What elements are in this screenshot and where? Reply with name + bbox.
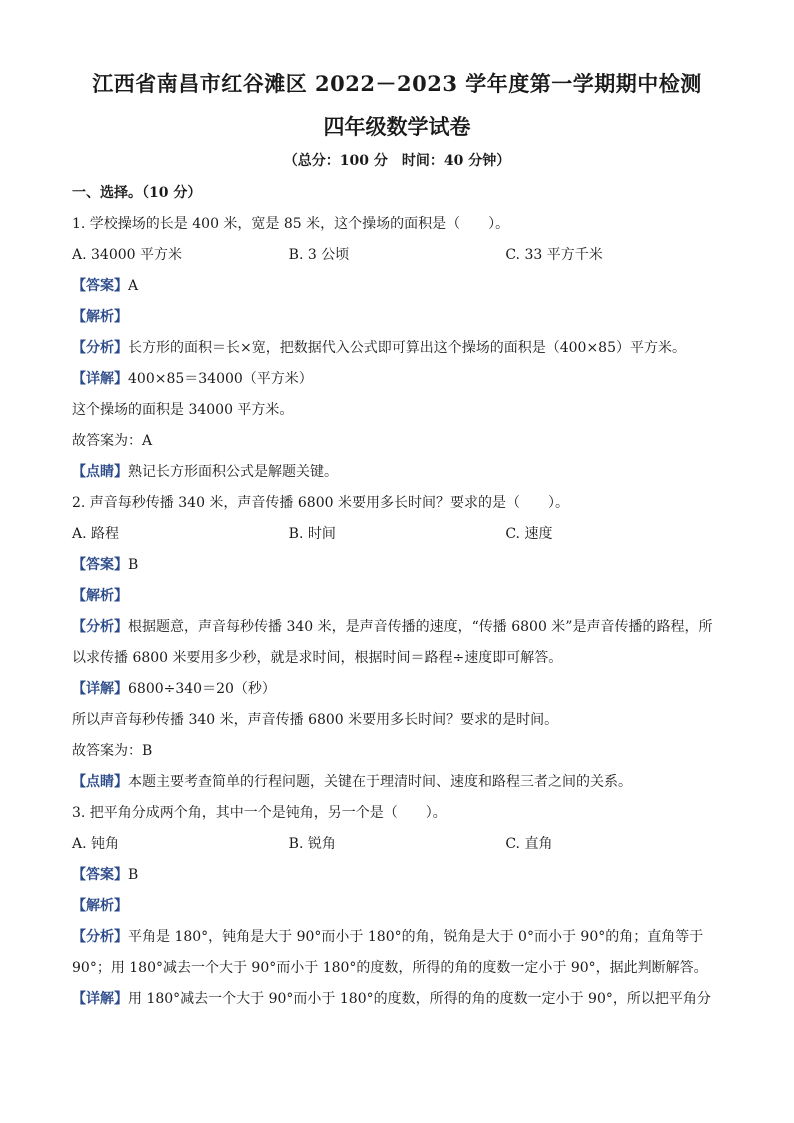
detail-tag: 【详解】: [72, 991, 128, 1007]
question-2-stem: 2. 声音每秒传播 340 米，声音传播 6800 米要用多长时间？要求的是（ ）。: [72, 495, 569, 511]
option-a: A. 钝角: [72, 836, 120, 852]
question-1-analysis: [72, 333, 722, 364]
answer-value: B: [128, 867, 139, 883]
question-2-answer: [72, 550, 722, 581]
option-c: C. 33 平方千米: [505, 247, 603, 263]
question-1-point: [72, 457, 722, 488]
analysis-tag: 【分析】: [72, 340, 128, 356]
detail-text: 6800÷340＝20（秒）: [128, 681, 276, 697]
question-2-analysis: [72, 612, 722, 674]
section-title: 一、选择。（10 分）: [72, 185, 202, 201]
jiexi-tag: 【解析】: [72, 898, 128, 914]
analysis-tag: 【分析】: [72, 619, 128, 635]
option-b: B. 3 公顷: [288, 247, 350, 263]
jiexi-tag: 【解析】: [72, 588, 128, 604]
question-1-stem: 1. 学校操场的长是 400 米，宽是 85 米，这个操场的面积是（ ）。: [72, 216, 510, 232]
question-1-detail-line2: 这个操场的面积是 34000 平方米。: [72, 402, 294, 418]
answer-tag: 【答案】: [72, 278, 128, 294]
detail-tag: 【详解】: [72, 681, 128, 697]
option-c: C. 直角: [505, 836, 553, 852]
detail-text: 400×85＝34000（平方米）: [128, 371, 313, 387]
analysis-text: 长方形的面积＝长×宽，把数据代入公式即可算出这个操场的面积是（400×85）平方米。: [128, 340, 686, 356]
question-2-point: [72, 767, 722, 798]
option-b: B. 锐角: [288, 836, 336, 852]
answer-value: B: [128, 557, 139, 573]
option-a: A. 路程: [72, 526, 120, 542]
option-b: B. 时间: [288, 526, 336, 542]
question-3-options: [72, 829, 722, 860]
jiexi-tag: 【解析】: [72, 309, 128, 325]
analysis-text: 平角是 180°，钝角是大于 90°而小于 180°的角，锐角是大于 0°而小于 90°的角；直角等于 90°；用 180°减去一个大于 90°而小于 180°的度数，所得的角的度数一定小于 90°，据此判断解答。: [72, 929, 708, 976]
question-1-jiexi: [72, 302, 722, 333]
document-subtitle: 四年级数学试卷: [323, 114, 471, 139]
question-3-jiexi: [72, 891, 722, 922]
option-c: C. 速度: [505, 526, 553, 542]
question-2-options: [72, 519, 722, 550]
question-1-answer: [72, 271, 722, 302]
point-text: 本题主要考查简单的行程问题，关键在于理清时间、速度和路程三者之间的关系。: [128, 774, 632, 790]
question-3-answer: [72, 860, 722, 891]
point-tag: 【点睛】: [72, 774, 128, 790]
document-title: 江西省南昌市红谷滩区 2022－2023 学年度第一学期期中检测: [92, 71, 702, 96]
document-body: [72, 178, 722, 1015]
question-3-detail: [72, 984, 722, 1015]
answer-tag: 【答案】: [72, 867, 128, 883]
option-a: A. 34000 平方米: [72, 247, 182, 263]
question-1-options: [72, 240, 722, 271]
question-1-conclusion: 故答案为：A: [72, 433, 153, 449]
question-2-detail-line2: 所以声音每秒传播 340 米，声音传播 6800 米要用多长时间？要求的是时间。: [72, 712, 559, 728]
point-tag: 【点睛】: [72, 464, 128, 480]
answer-value: A: [128, 278, 139, 294]
question-2-detail: [72, 674, 722, 705]
detail-text: 用 180°减去一个大于 90°而小于 180°的度数，所得的角的度数一定小于 90°，所以把平角分: [128, 991, 711, 1007]
analysis-tag: 【分析】: [72, 929, 128, 945]
question-3-analysis: [72, 922, 722, 984]
question-2-conclusion: 故答案为：B: [72, 743, 153, 759]
exam-meta: （总分：100 分 时间：40 分钟）: [283, 153, 511, 169]
question-3-stem: 3. 把平角分成两个角，其中一个是钝角，另一个是（ ）。: [72, 805, 447, 821]
question-2-jiexi: [72, 581, 722, 612]
detail-tag: 【详解】: [72, 371, 128, 387]
question-1-detail: [72, 364, 722, 395]
point-text: 熟记长方形面积公式是解题关键。: [128, 464, 338, 480]
analysis-text: 根据题意，声音每秒传播 340 米，是声音传播的速度，“传播 6800 米”是声音传播的路程，所以求传播 6800 米要用多少秒，就是求时间，根据时间＝路程÷速度即可解答。: [72, 619, 713, 666]
answer-tag: 【答案】: [72, 557, 128, 573]
